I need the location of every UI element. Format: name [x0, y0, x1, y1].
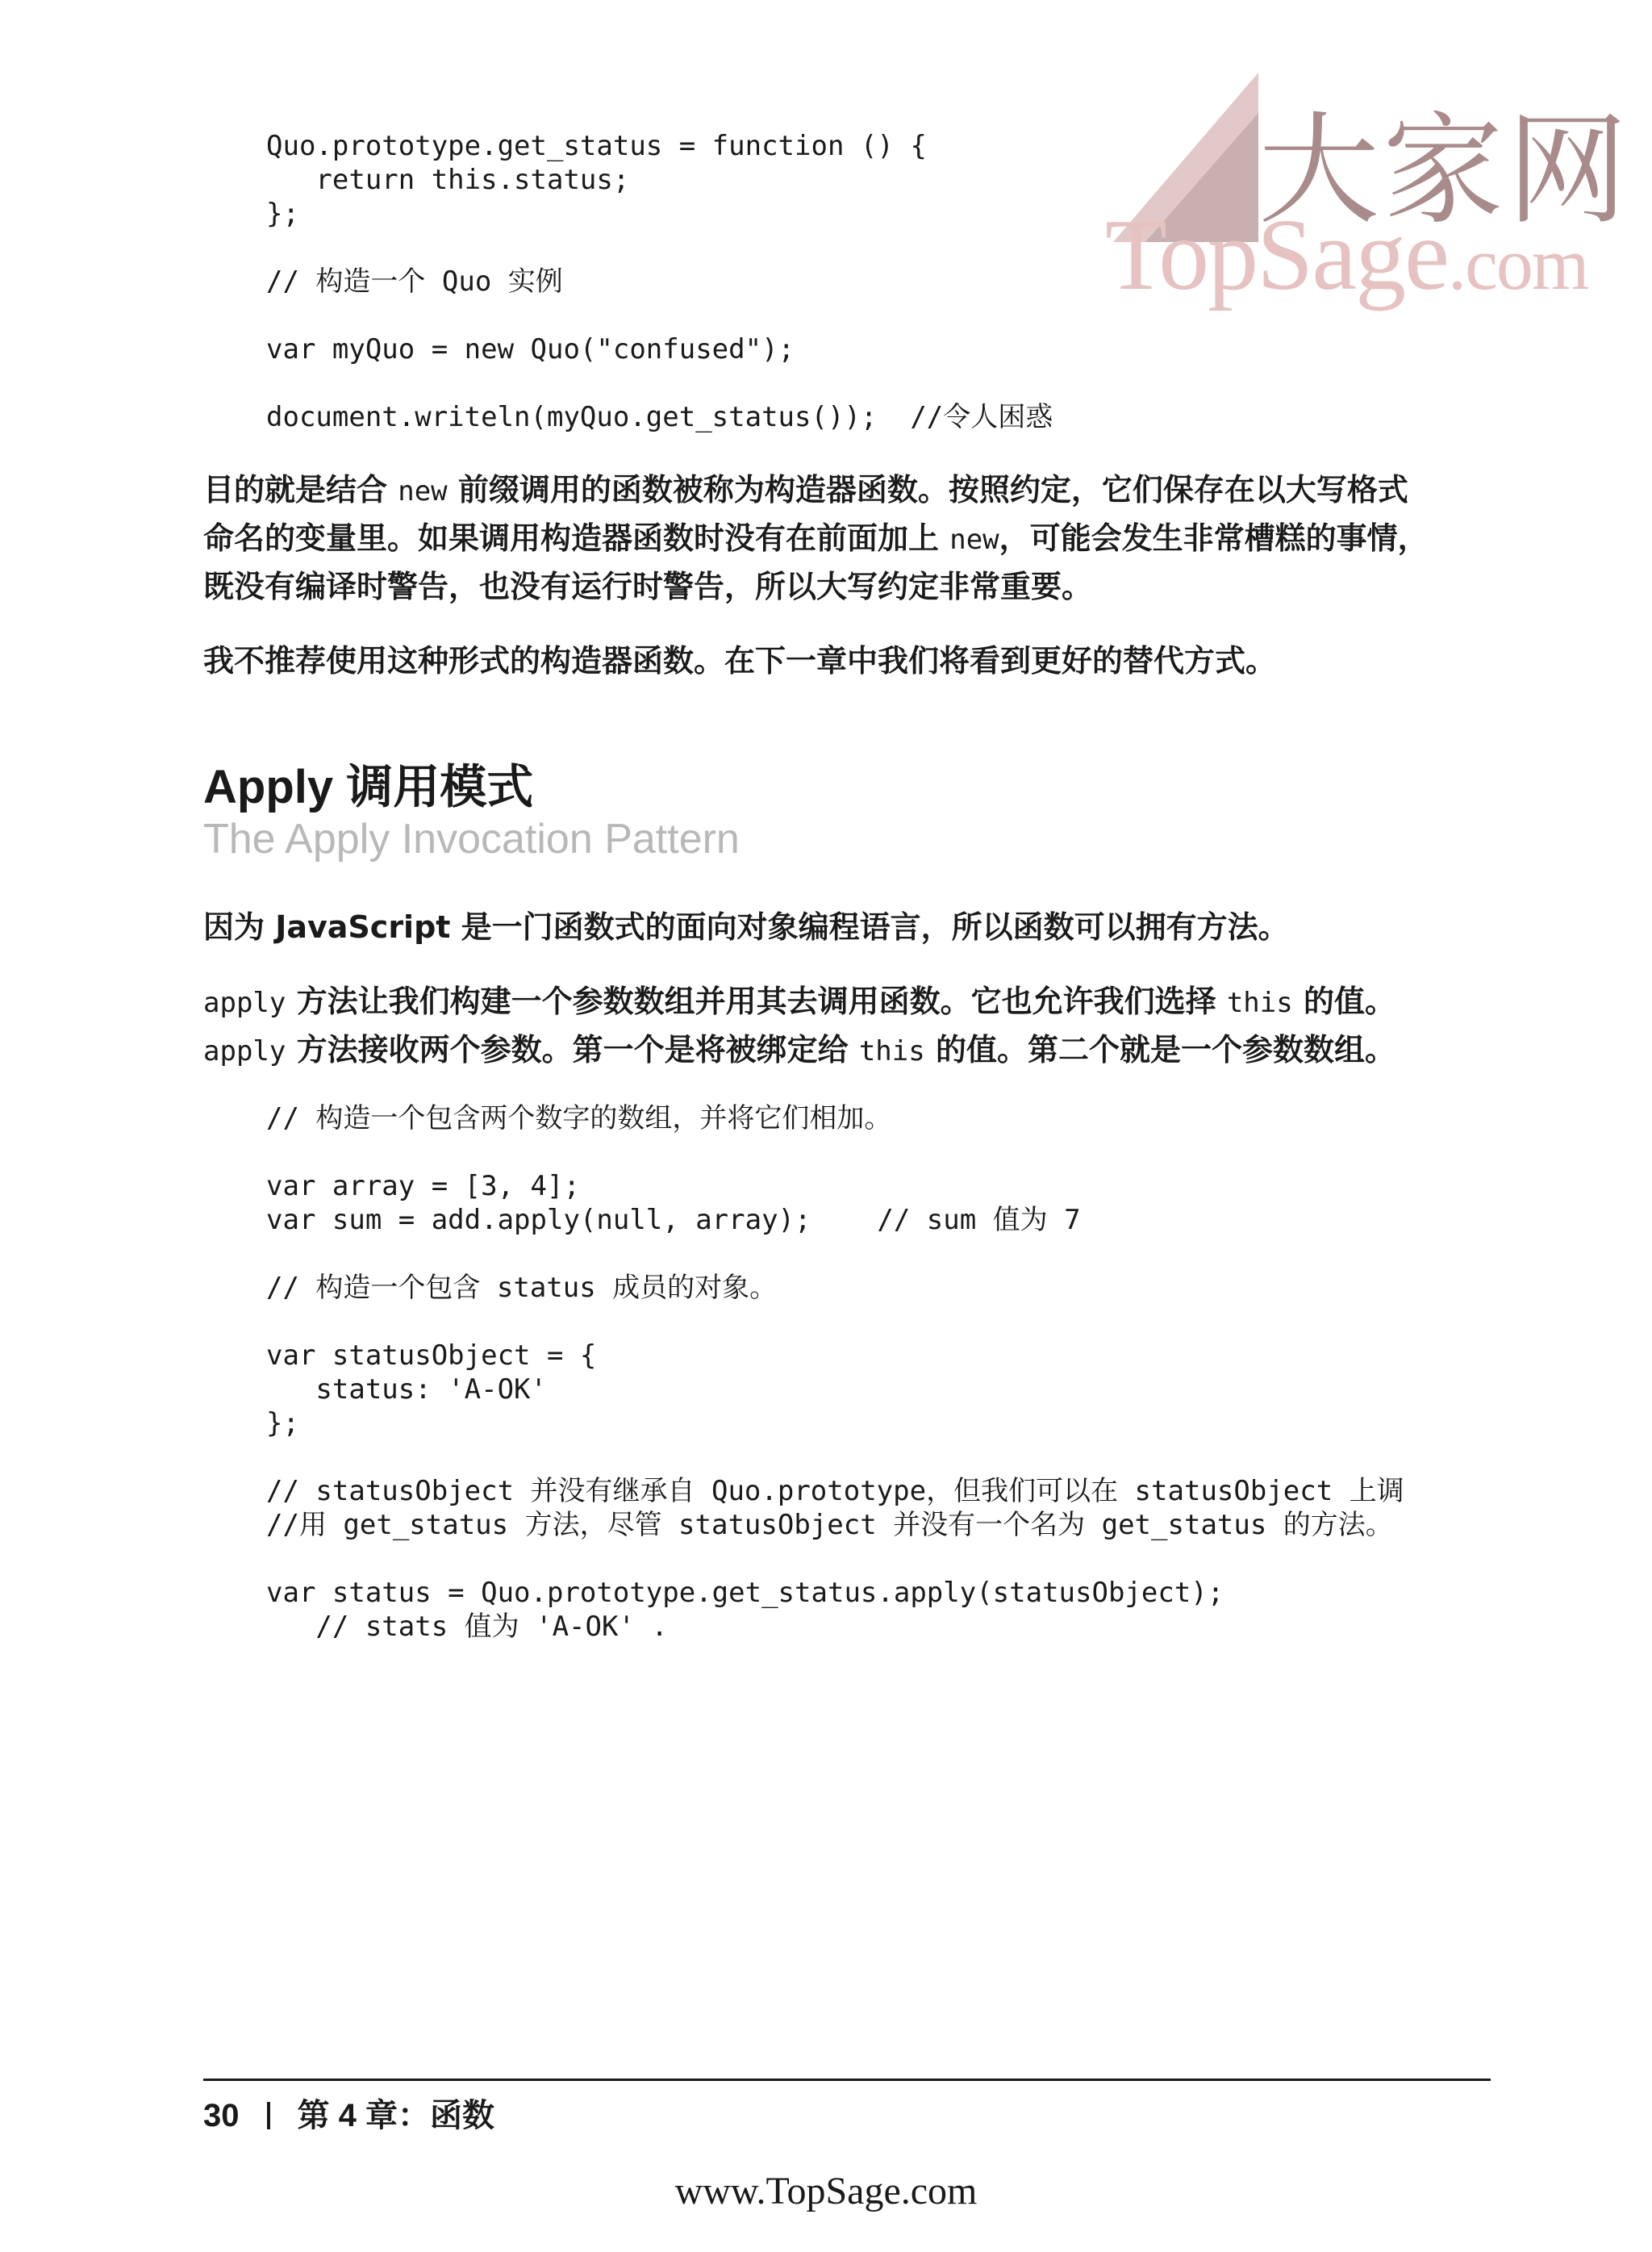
- code-line: [266, 231, 1053, 265]
- page-number: 30: [203, 2098, 240, 2133]
- code-line: var myQuo = new Quo("confused");: [266, 333, 795, 366]
- text-run: 目的就是结合: [203, 472, 398, 508]
- inline-code: new: [949, 524, 999, 556]
- code-line: [266, 1237, 1404, 1271]
- paragraph-line: 既没有编译时警告，也没有运行时警告，所以大写约定非常重要。: [203, 569, 1093, 604]
- paragraph-line: [203, 515, 1494, 563]
- code-line: var array = [3, 4];: [266, 1170, 580, 1202]
- paragraph-line: [203, 1026, 1494, 1075]
- code-comment: // stats 值为 'A-OK' .: [266, 1611, 668, 1643]
- footer-separator: [267, 2102, 270, 2129]
- code-line: status: 'A-OK': [266, 1373, 547, 1406]
- code-line: var statusObject = {: [266, 1339, 597, 1372]
- code-line: return this.status;: [266, 164, 630, 196]
- code-comment: // 构造一个包含两个数字的数组，并将它们相加。: [266, 1102, 892, 1134]
- code-comment: // 构造一个 Quo 实例: [266, 265, 563, 298]
- code-comment: //用 get_status 方法，尽管 statusObject 并没有一个名为 get_status 的方法。: [266, 1509, 1393, 1541]
- inline-code: apply: [203, 987, 286, 1019]
- text-run: ，可能会发生非常槽糕的事情，: [999, 520, 1429, 556]
- code-comment: // 构造一个包含 status 成员的对象。: [266, 1272, 778, 1304]
- watermark-brand: TopSage: [1105, 199, 1449, 311]
- watermark-suffix: .com: [1448, 223, 1588, 305]
- footer-rule: [203, 2079, 1491, 2081]
- page-footer: [203, 2090, 494, 2136]
- text-run: 方法让我们构建一个参数数组并用其去调用函数。它也允许我们选择: [286, 984, 1227, 1019]
- code-line: };: [266, 1407, 299, 1439]
- inline-code: new: [398, 475, 448, 508]
- paragraph-line: 我不推荐使用这种形式的构造器函数。在下一章中我们将看到更好的替代方式。: [203, 643, 1277, 679]
- inline-code: apply: [203, 1035, 286, 1068]
- code-block-constructor: [266, 129, 1053, 434]
- inline-code: this: [858, 1035, 925, 1068]
- section-subtitle: The Apply Invocation Pattern: [203, 816, 740, 863]
- code-block-apply: [266, 1101, 1404, 1644]
- text-run: 的值。: [1292, 984, 1395, 1019]
- inline-code: this: [1226, 987, 1293, 1019]
- code-comment: // statusObject 并没有继承自 Quo.prototype，但我们可以在 statusObject 上调: [266, 1475, 1404, 1507]
- code-line: [266, 299, 1053, 332]
- text-run: 方法接收两个参数。第一个是将被绑定给: [286, 1032, 859, 1068]
- topsage-watermark: [1097, 56, 1632, 323]
- code-line: [266, 366, 1053, 400]
- text-run: 的值。第二个就是一个参数数组。: [924, 1032, 1395, 1068]
- paragraph-constructor-explanation: [203, 466, 1494, 610]
- paragraph-line: [203, 978, 1494, 1026]
- text-run: 命名的变量里。如果调用构造器函数时没有在前面加上: [203, 520, 950, 556]
- code-line: var sum = add.apply(null, array); // sum 值为 7: [266, 1204, 1081, 1236]
- code-line: [266, 1542, 1404, 1576]
- chapter-title: 第 4 章：函数: [297, 2098, 494, 2133]
- code-line: };: [266, 198, 299, 230]
- section-title: Apply 调用模式: [203, 761, 534, 813]
- code-line: [266, 1135, 1404, 1169]
- code-line: [266, 1440, 1404, 1474]
- paragraph-line: 因为 JavaScript 是一门函数式的面向对象编程语言，所以函数可以拥有方法。: [203, 909, 1289, 945]
- text-run: 前缀调用的函数被称为构造器函数。按照约定，它们保存在以大写格式: [447, 472, 1408, 508]
- paragraph-javascript-functions: [203, 904, 1494, 951]
- site-url: www.TopSage.com: [674, 2170, 978, 2212]
- paragraph-line: [203, 466, 1494, 515]
- paragraph-apply-method: [203, 978, 1494, 1075]
- watermark-english-name: [1105, 198, 1588, 314]
- watermark-chinese-name: 大家网: [1258, 101, 1632, 241]
- code-line: Quo.prototype.get_status = function () {: [266, 130, 927, 162]
- code-line: document.writeln(myQuo.get_status()); //令人困惑: [266, 401, 1053, 433]
- code-line: var status = Quo.prototype.get_status.apply(statusObject);: [266, 1577, 1224, 1609]
- code-line: [266, 1305, 1404, 1339]
- paragraph-recommendation: [203, 637, 1494, 684]
